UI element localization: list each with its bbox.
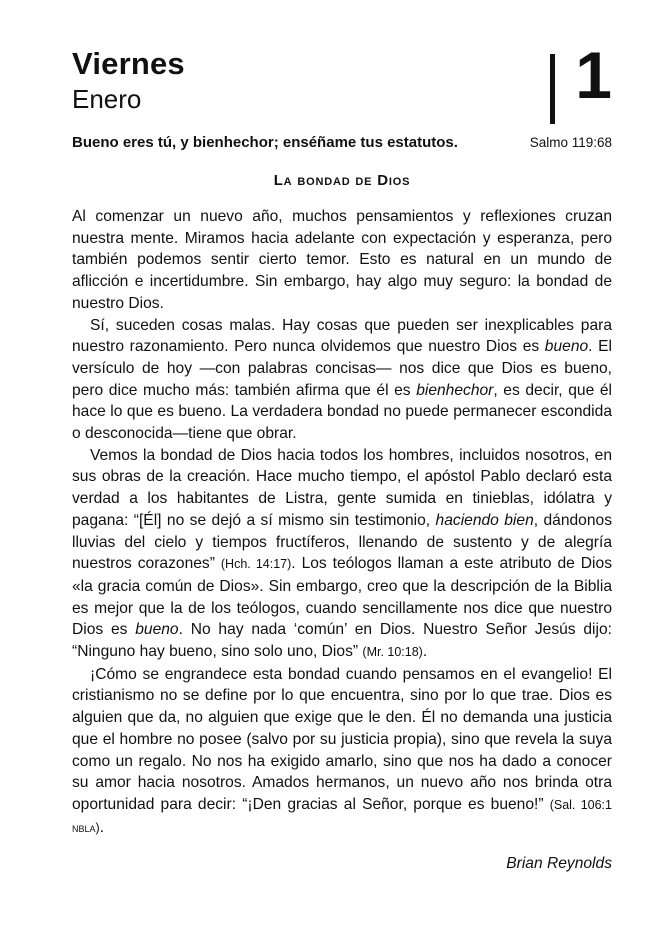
month-label: Enero <box>72 84 142 114</box>
devotional-body <box>72 206 612 839</box>
page-header <box>72 38 612 126</box>
paragraph-2-text-c: . El versículo de hoy —con palabras concisas— nos dice que Dios es bueno, pero dice mucho más: también afirma que él es <box>72 338 612 399</box>
paragraph-3-text-a: Vemos la bondad de Dios hacia todos los hombres, incluidos nosotros, en sus obras de la creación. Hace mucho tiempo, el apóstol Pablo declaró esta verdad a los habitantes de Listra, gente sumida en tinieblas, idólatra y pagana: “[Él] no se dejó a sí mismo sin testimonio, <box>72 446 612 529</box>
emphasis-haciendo-bien: haciendo bien <box>435 511 534 529</box>
paragraph-1: Al comenzar un nuevo año, muchos pensamientos y reflexiones cruzan nuestra mente. Miramos hacia adelante con expectación y esperanza, pero también podemos sentir cierto temor. Esto es natural en un mundo de aflicción e incertidumbre. Sin embargo, hay algo muy seguro: la bondad de nuestro Dios. <box>72 208 612 312</box>
scripture-ref-hch: (Hch. 14:17) <box>220 557 292 572</box>
paragraph-3-text-f: . No hay nada ‘común’ en Dios. Nuestro Señor Jesús dijo: “Ninguno hay bueno, sino solo uno, Dios” <box>72 621 612 661</box>
scripture-ref-sal-version: nbla <box>72 820 96 835</box>
paragraph-3-text-c: , dándonos lluvias del cielo y tiempos fructíferos, llenando de sustento y de alegría nuestros corazones” <box>72 511 612 573</box>
scripture-ref-sal-close: ) <box>95 820 100 835</box>
emphasis-bueno-2: bueno <box>135 621 179 639</box>
paragraph-4 <box>72 664 612 840</box>
paragraph-2-text-a: Sí, suceden cosas malas. Hay cosas que pueden ser inexplicables para nuestro razonamiento. Pero nunca olvidemos que nuestro Dios es <box>72 316 612 356</box>
verse-reference: Salmo 119:68 <box>529 135 612 150</box>
paragraph-3-text-d: . Los teólogos llaman a este atributo de Dios «la gracia común de Dios». Sin embargo, creo que la descripción de la Biblia es mejor que la de los teólogos, cuando sencillamente nos dice que nuestro Dios es <box>72 555 612 639</box>
paragraph-3 <box>72 445 612 664</box>
paragraph-4-text-a: ¡Cómo se engrandece esta bondad cuando pensamos en el evangelio! El cristianismo no se define por lo que encuentra, sino por lo que trae. Dios es alguien que da, no alguien que exige que le den. Él no demanda una justicia que el hombre no posee (salvo por su justicia propia), sino que revela la suya como un regalo. No nos ha exigido amarlo, sino que nos ha dado a conocer su amor hacia nosotros. Amados hermanos, un nuevo año nos brinda otra oportunidad para decir: “¡Den gracias al Señor, porque es bueno!” <box>72 665 612 813</box>
paragraph-3-text-g: . <box>422 643 428 661</box>
devotional-title: La bondad de Dios <box>273 172 411 189</box>
paragraph-4-end: . <box>99 818 105 836</box>
paragraph-2-text-e: , es decir, que él hace lo que es bueno. La verdadera bondad no puede permanecer escondida o desconocida—tiene que obrar. <box>72 381 612 443</box>
weekday-label: Viernes <box>72 46 185 81</box>
date-divider <box>550 54 555 124</box>
emphasis-bueno: bueno <box>544 338 589 356</box>
scripture-ref-mr: (Mr. 10:18) <box>362 645 423 660</box>
verse-row <box>72 134 612 156</box>
emphasis-bienhechor: bienhechor <box>416 381 494 399</box>
author-signature: Brian Reynolds <box>506 855 612 872</box>
verse-text: Bueno eres tú, y bienhechor; enséñame tus estatutos. <box>72 134 458 151</box>
day-number: 1 <box>575 38 612 112</box>
scripture-ref-sal-open: (Sal. 106:1 <box>549 797 612 812</box>
paragraph-2 <box>72 315 612 445</box>
